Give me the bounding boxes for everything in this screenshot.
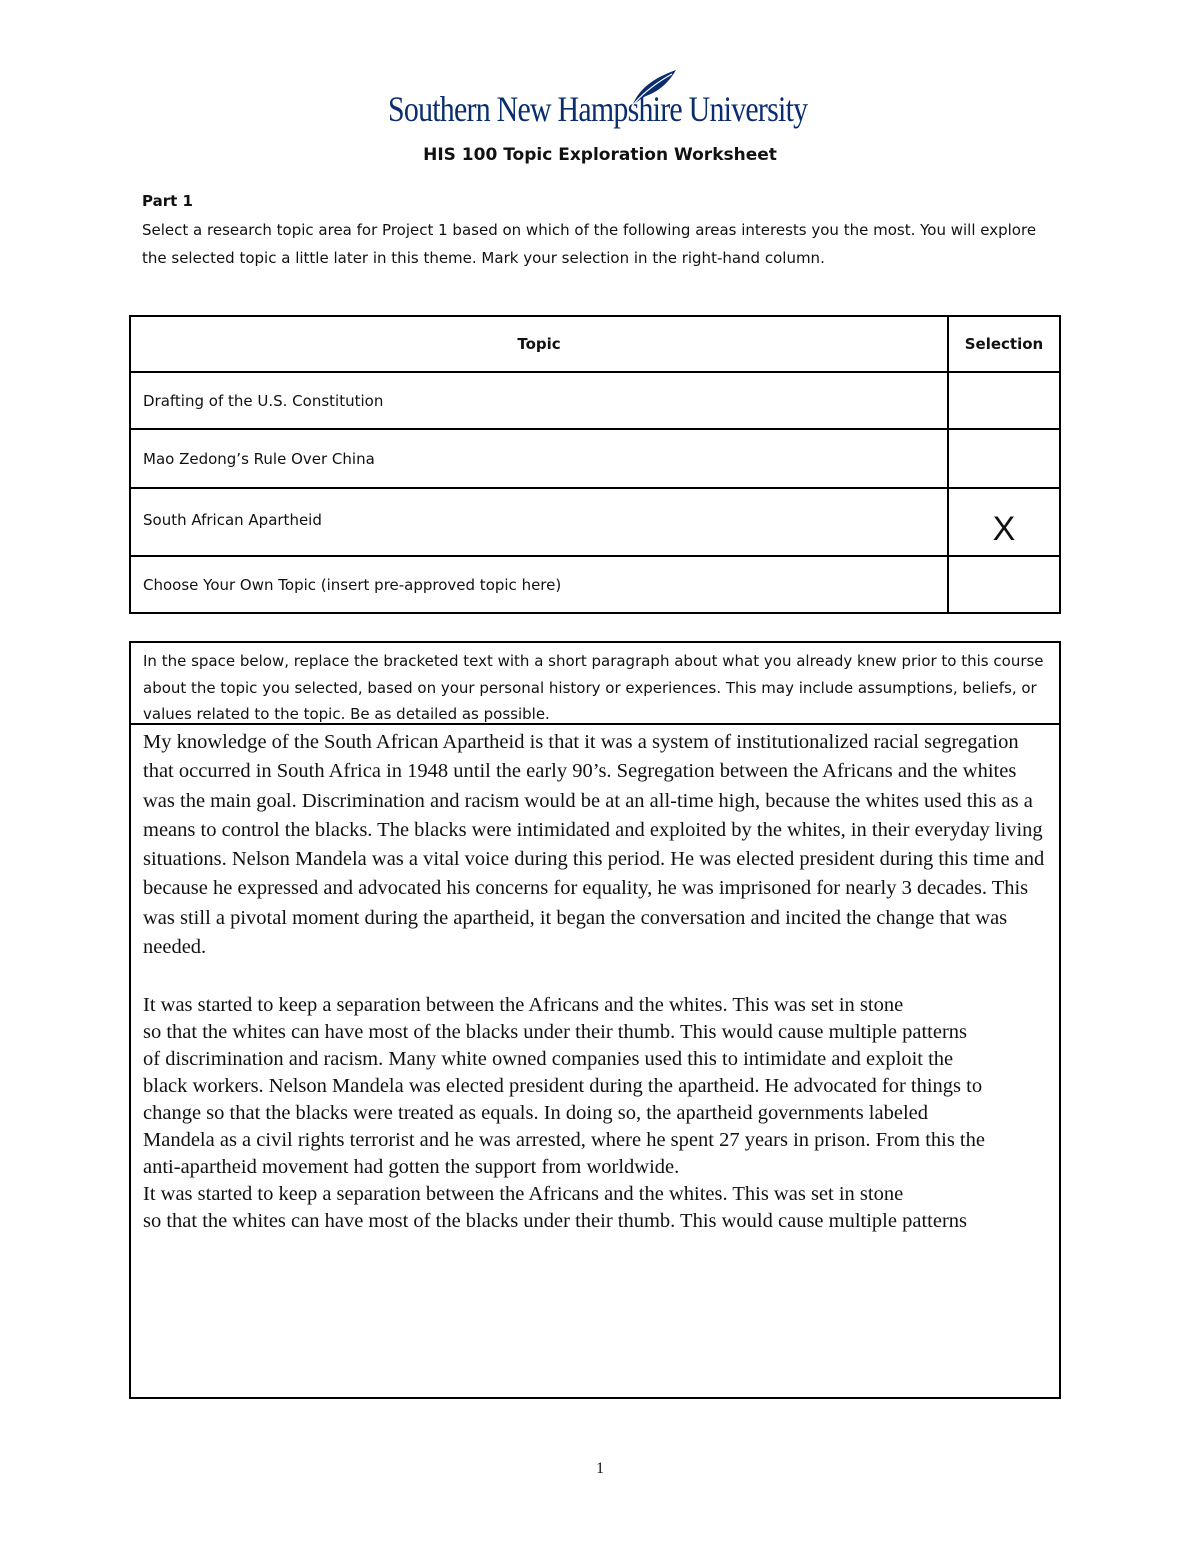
topic-cell: Drafting of the U.S. Constitution — [130, 372, 948, 429]
part-instructions: Select a research topic area for Project 1 based on which of the following areas interests you the most. You will explore the selected topic a little later in this theme. Mark your selection in the right-hand column. — [142, 221, 1037, 267]
page-number: 1 — [596, 1460, 604, 1477]
answer-line: It was started to keep a separation between the Africans and the whites. This was set in stone — [143, 1182, 904, 1205]
paragraph-gap — [143, 962, 1049, 991]
answer-lines — [143, 992, 1049, 1235]
selection-column-header: Selection — [948, 316, 1060, 372]
table-row — [130, 372, 1060, 429]
feather-icon — [628, 68, 680, 108]
answer-line: Mandela as a civil rights terrorist and he was arrested, where he spent 27 years in prison. From this the — [143, 1128, 985, 1151]
table-header-row — [130, 316, 1060, 372]
selection-cell[interactable] — [948, 372, 1060, 429]
response-box — [129, 641, 1061, 1399]
answer-line: It was started to keep a separation between the Africans and the whites. This was set in stone — [143, 993, 904, 1016]
response-answer[interactable] — [131, 725, 1059, 1235]
answer-line: of discrimination and racism. Many white owned companies used this to intimidate and exploit the — [143, 1047, 954, 1070]
topic-table — [129, 315, 1061, 614]
selection-cell[interactable] — [948, 556, 1060, 613]
answer-line: so that the whites can have most of the blacks under their thumb. This would cause multiple patterns — [143, 1020, 967, 1043]
part-heading: Part 1 — [142, 192, 193, 210]
worksheet-title: HIS 100 Topic Exploration Worksheet — [423, 145, 777, 165]
answer-line: change so that the blacks were treated as equals. In doing so, the apartheid governments labeled — [143, 1101, 928, 1124]
answer-paragraph: My knowledge of the South African Apartheid is that it was a system of institutionalized racial segregation that occurred in South Africa in 1948 until the early 90’s. Segregation between the Africans and the whites was the main goal. Discrimination and racism would be at an all-time high, because the whites used this as a means to control the blacks. The blacks were intimidated and exploited by the whites, in their everyday living situations. Nelson Mandela was a vital voice during this period. He was elected president during this time and because he expressed and advocated his concerns for equality, he was imprisoned for nearly 3 decades. This was still a pivotal moment during the apartheid, it began the conversation and incited the change that was needed. — [143, 731, 1045, 959]
topic-column-header: Topic — [130, 316, 948, 372]
table-row — [130, 556, 1060, 613]
selection-mark[interactable]: X — [948, 488, 1060, 556]
selection-cell[interactable] — [948, 429, 1060, 488]
table-row — [130, 429, 1060, 488]
topic-cell: Choose Your Own Topic (insert pre-approved topic here) — [130, 556, 948, 613]
table-row — [130, 488, 1060, 556]
answer-line: anti-apartheid movement had gotten the support from worldwide. — [143, 1155, 680, 1178]
response-prompt: In the space below, replace the bracketed text with a short paragraph about what you already knew prior to this course about the topic you selected, based on your personal history or experiences. This may include assumptions, beliefs, or values related to the topic. Be as detailed as possible. — [131, 643, 1059, 725]
answer-line: so that the whites can have most of the blacks under their thumb. This would cause multiple patterns — [143, 1209, 967, 1232]
university-logo — [386, 68, 816, 136]
logo-text: Southern New Hampshire University — [388, 89, 808, 129]
topic-cell: South African Apartheid — [130, 488, 948, 556]
answer-line: black workers. Nelson Mandela was elected president during the apartheid. He advocated for things to — [143, 1074, 983, 1097]
topic-cell: Mao Zedong’s Rule Over China — [130, 429, 948, 488]
